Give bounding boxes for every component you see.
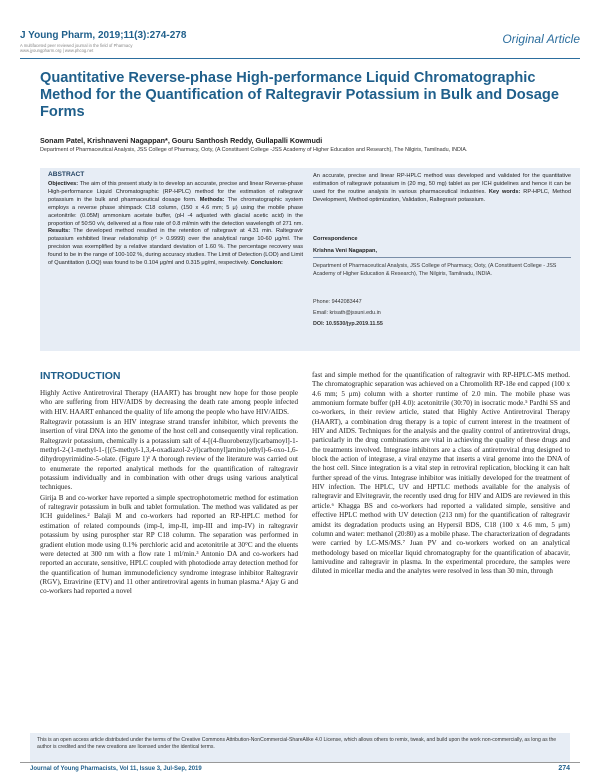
objectives-text: The aim of this present study is to develop an accurate, precise and linear Reverse-phase High-performance Liquid Chromatographic (RP-HPLC) method for the estimation of raltegravir potassium in the bulk and pharmaceutical dosage form.	[48, 181, 303, 203]
intro-paragraph-1: Highly Active Antiretroviral Therapy (HAART) has brought new hope for those people who are suffering from HIV/AIDS by decreasing the death rate among people infected with HIV. HAART enhanced the quality of life among the people who have HIV/AIDS.	[40, 389, 298, 416]
conclusion-label: Conclusion:	[250, 260, 283, 267]
abstract-right-column	[313, 173, 571, 205]
footer-divider	[20, 762, 580, 763]
article-doi: DOI: 10.5530/jyp.2019.11.55	[313, 321, 383, 327]
correspondence-phone: Phone: 9442083447	[313, 299, 362, 305]
journal-subtitle: A multifaceted peer reviewed journal in the field of Pharmacy	[20, 43, 133, 48]
page-number: 274	[558, 765, 570, 772]
body-column-left	[40, 389, 298, 597]
affiliation: Department of Pharmaceutical Analysis, JSS College of Pharmacy, Ooty, (A Constituent College -JSS Academy of Higher Education and Research), The Nilgiris, Tamilnadu, INDIA.	[40, 147, 468, 153]
results-text: The developed method resulted in the retention of raltegravir at 4.31 min. Raltegravir potassium exhibited linear relationship (r² > 0.9999) over the analytical range 10-60 μg/ml. The precision was exemplified by a relative standard deviation of 1.60 %. The percentage recovery was found to be in the range of 100-102 %, during accuracy studies. The Limit of Detection (LOD) and Limit of Quantitation (LOQ) was found to be 0.104 μg/ml and 0.315 μg/ml, respectively.	[48, 228, 304, 267]
keywords-text: RP-HPLC, Method Development, Method optimization, Validation, Raltegravir potassium.	[313, 188, 571, 203]
journal-website: www.jyoungpharm.org | www.phcog.net	[20, 48, 94, 53]
keywords-label: Key words:	[488, 188, 521, 195]
abstract-left-column	[48, 181, 303, 268]
correspondence-email: Email: krisath@jssuni.edu.in	[313, 310, 381, 316]
section-label: Original Article	[502, 32, 580, 46]
methods-text: The chromatographic system employs a reverse phase shimpack C18 column, (150 x 4.6 mm; 5 μ) using the mobile phase acetonitrile: (0.05M) ammonium acetate buffer, (pH -4 adjusted with glacial acetic acid) in the proportion of 50:50 v/v, delivered at a flow rate of 0.8 ml/min with the detection wavelength of 271 nm.	[48, 196, 303, 227]
author-list: Sonam Patel, Krishnaveni Nagappan*, Gouru Santhosh Reddy, Gullapalli Kowmudi	[40, 136, 323, 145]
methods-label: Methods:	[199, 196, 225, 203]
correspondence-address: Department of Pharmaceutical Analysis, JSS College of Pharmacy, Ooty, (A Constituent College - JSS Academy of Higher Education & Research), The Nilgiris, Tamilnadu, INDIA.	[313, 263, 557, 277]
conclusion-text: An accurate, precise and linear RP-HPLC method was developed and validated for the quantitative estimation of raltegravir potassium in (20 mg, 50 mg) tablet as per ICH guidelines and hence it can be used for the routine analysis in various pharmaceutical industries.	[313, 173, 571, 195]
intro-paragraph-2: Raltegravir potassium is an HIV integrase strand transfer inhibitor, which prevents the insertion of viral DNA into the genome of the host cell and consequently viral replication. Raltegravir potassium, chemically is a potassium salt of 4-[(4-fluorobenzyl)carbamoyl]-1-methyl-2-(1-methyl-1-{[(5-methyl-1,3,4-oxadiazol-2-yl)carbonyl]amino}ethyl)-6-oxo-1,6-dihydropyrimidine-5-olate. (Figure 1)¹ A thorough review of the literature was carried out to enumerate the reported analytical methods for the quantification of raltegravir potassium individually and in combination with other drugs using various analytical techniques.	[40, 418, 298, 492]
abstract-heading: ABSTRACT	[48, 171, 85, 178]
objectives-label: Objectives:	[48, 181, 79, 187]
intro-paragraph-4: fast and simple method for the quantification of raltegravir with RP-HPLC-MS method. The chromatographic separation was achieved on a Chromolith RP-18e end capped (100 x 4.6 mm; 5 μm) column with a shorter runtime of 2.0 min. The mobile phase was ammonium formate buffer (pH 4.0): acetonitrile (30:70) in isocratic mode.⁵ Pardhi SS and co-workers, in their review article, stated that Highly Active Antiretroviral Therapy (HAART), a combination drug therapy is a topic of current interest in the treatment of HIV and AIDS. Techniques for the analysis and the quality control of antiretroviral drugs, particularly in the drug combinations are vital in achieving the quality of these drugs and the treatments involved. Integrase inhibitors are a class of antiretroviral drug designed to block the action of integrase, a viral enzyme that inserts a viral genome into the DNA of the host cell. Since integration is a vital step in retroviral replication, blocking it can halt further spread of the virus. Integrase inhibitor was initially developed for the treatment of HIV infection. The HPLC, UV and HPTLC methods available for the analysis of raltegravir and Elvitegravir, the recently used drug for HIV and AIDS are reviewed in this article.⁶ Khagga BS and co-workers had reported a validated simple, sensitive and effective HPLC method with UV detection (213 nm) for the quantification of raltegravir amidst its degradation products using an Hypersil BDS, C18 (100 x 4.6 mm, 5 μm) column and water: methanol (20:80) as a mobile phase. The characterization of degradants were carried by LC-MS/MS.⁷ Juan PV and co-workers worked on an analytical methodology based on micellar liquid chromatography for the quantification of abacavir, lamivudine and raltegravir in plasma. In the experimental procedure, the samples were diluted in micellar media and the analytes were resolved in less than 30 min, through	[312, 371, 570, 576]
article-title: Quantitative Reverse-phase High-performance Liquid Chromatographic Method for the Quantification of Raltegravir Potassium in Bulk and Dosage Forms	[40, 70, 559, 120]
footer-journal-info: Journal of Young Pharmacists, Vol 11, Issue 3, Jul-Sep, 2019	[30, 766, 202, 772]
intro-paragraph-3: Girija B and co-worker have reported a simple spectrophotometric method for estimation of raltegravir potassium in bulk and tablet formulation. The method was validated as per ICH guidelines.² Balaji M and co-workers had reported an RP-HPLC method for estimation of related compounds (imp-I, imp-II, imp-III and imp-IV) in raltegravir potassium by using purospher star RP C18 column. The separation was performed in gradient elution mode using 0.1% perchloric acid and acetonitrile at 30°C and the eluents were detected at 300 nm with a flow rate 1 ml/min.³ Antonio DA and co-workers had reported an accurate, sensitive, HPLC coupled with photodiode array detection method for the quantification of human immunodeficiency syndrome integrase inhibitor Raltegravir (RGV), Etravirine (ETV) and 11 other antiretroviral agents in human plasma.⁴ Ajay G and co-workers had reported a novel	[40, 493, 298, 596]
header-divider	[20, 58, 580, 59]
body-column-right	[312, 371, 570, 577]
introduction-heading: INTRODUCTION	[40, 370, 121, 382]
correspondence-heading: Correspondence	[313, 236, 358, 242]
journal-citation: J Young Pharm, 2019;11(3):274-278	[20, 30, 187, 41]
correspondence-divider	[313, 257, 571, 258]
results-label: Results:	[48, 228, 71, 235]
license-text: This is an open access article distributed under the terms of the Creative Commons Attribution-NonCommercial-ShareAlike 4.0 License, which allows others to remix, tweak, and build upon the work non-commercially, as long as the author is credited and the new creations are licensed under the identical terms.	[37, 737, 557, 750]
correspondence-name: Krishna Veni Nagappan,	[313, 248, 378, 254]
